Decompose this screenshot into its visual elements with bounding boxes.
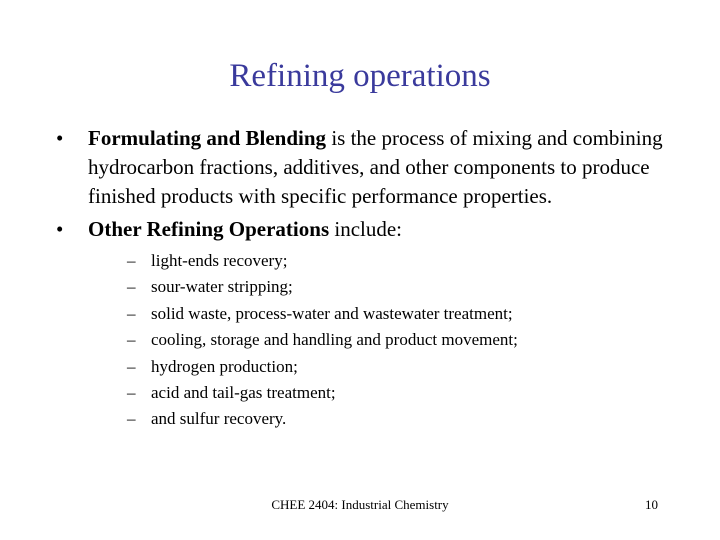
sub-bullet-list bbox=[88, 248, 676, 433]
bullet-text: include: bbox=[329, 217, 403, 241]
sub-bullet-text: sour-water stripping; bbox=[151, 277, 293, 297]
sub-bullet-text: and sulfur recovery. bbox=[151, 409, 287, 429]
footer-course: CHEE 2404: Industrial Chemistry bbox=[271, 497, 449, 512]
bullet-icon: • bbox=[56, 217, 64, 241]
sub-bullet-text: light-ends recovery; bbox=[151, 251, 288, 270]
sub-bullet-item bbox=[88, 354, 676, 380]
sub-bullet-item bbox=[88, 301, 676, 327]
dash-icon: – bbox=[127, 251, 136, 270]
dash-icon: – bbox=[127, 277, 136, 297]
sub-bullet-text: hydrogen production; bbox=[151, 356, 298, 376]
bullet-icon: • bbox=[56, 126, 64, 150]
bullet-item-formulating bbox=[56, 124, 676, 211]
page-number: 10 bbox=[645, 497, 658, 512]
dash-icon: – bbox=[127, 330, 136, 350]
slide-title: Refining operations bbox=[229, 58, 491, 94]
sub-bullet-text: solid waste, process-water and wastewater treatment; bbox=[151, 303, 513, 323]
bullet-item-other-operations bbox=[56, 215, 676, 433]
dash-icon: – bbox=[127, 303, 136, 323]
bullet-text: is the process of mixing and combining hydrocarbon fractions, additives, and other components to produce finished products with specific performance properties. bbox=[88, 126, 663, 208]
sub-bullet-item bbox=[88, 327, 676, 353]
bullet-term: Formulating and Blending bbox=[88, 126, 327, 150]
dash-icon: – bbox=[127, 356, 136, 376]
sub-bullet-item bbox=[88, 274, 676, 300]
dash-icon: – bbox=[127, 409, 136, 429]
sub-bullet-text: acid and tail-gas treatment; bbox=[151, 383, 336, 403]
sub-bullet-item bbox=[88, 406, 676, 432]
sub-bullet-text: cooling, storage and handling and product movement; bbox=[151, 330, 518, 350]
bullet-list bbox=[56, 124, 676, 437]
bullet-term: Other Refining Operations bbox=[88, 217, 330, 241]
dash-icon: – bbox=[127, 383, 136, 403]
sub-bullet-item bbox=[88, 380, 676, 406]
sub-bullet-item bbox=[88, 248, 676, 274]
